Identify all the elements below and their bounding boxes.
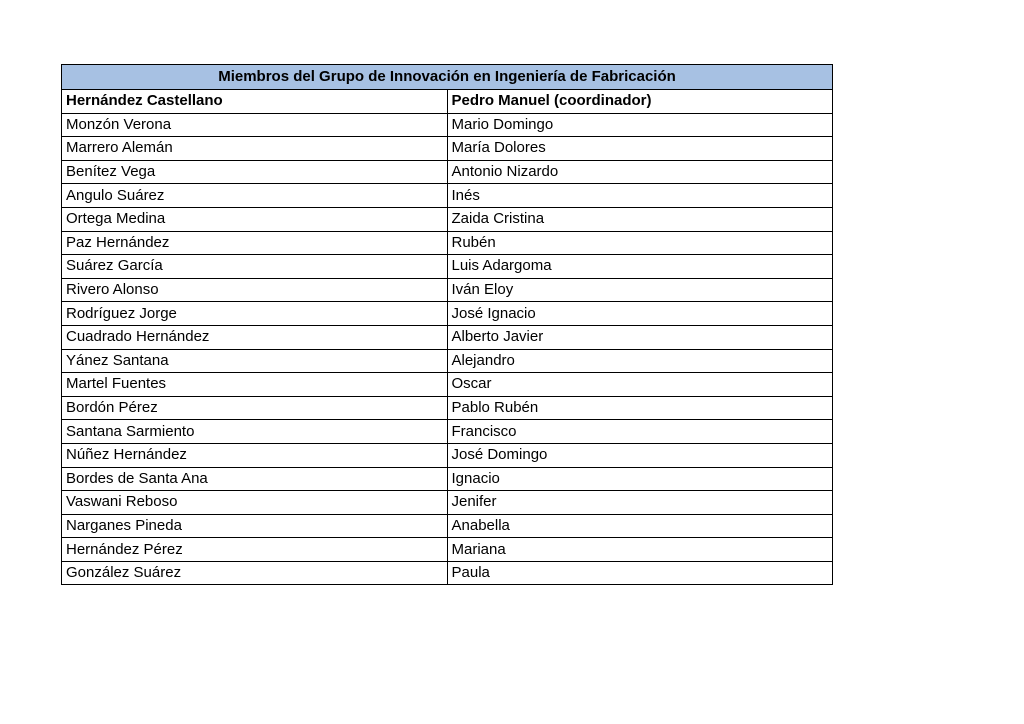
title-row — [62, 65, 833, 90]
member-name: José Ignacio — [447, 302, 833, 326]
member-name: Inés — [447, 184, 833, 208]
table-row — [62, 207, 833, 231]
table-row — [62, 491, 833, 515]
member-name: Alberto Javier — [447, 325, 833, 349]
table-row — [62, 538, 833, 562]
member-surname: Ortega Medina — [62, 207, 448, 231]
member-name: Zaida Cristina — [447, 207, 833, 231]
table-row — [62, 160, 833, 184]
table-row — [62, 349, 833, 373]
member-name: Alejandro — [447, 349, 833, 373]
table-row — [62, 184, 833, 208]
member-surname: Narganes Pineda — [62, 514, 448, 538]
table-row — [62, 443, 833, 467]
member-surname: Rivero Alonso — [62, 278, 448, 302]
member-surname: Martel Fuentes — [62, 373, 448, 397]
table-row — [62, 137, 833, 161]
member-name: Iván Eloy — [447, 278, 833, 302]
member-name: Antonio Nizardo — [447, 160, 833, 184]
member-surname: González Suárez — [62, 561, 448, 585]
member-surname: Angulo Suárez — [62, 184, 448, 208]
table-row — [62, 373, 833, 397]
table-row — [62, 255, 833, 279]
member-surname: Santana Sarmiento — [62, 420, 448, 444]
table-row — [62, 302, 833, 326]
member-name: Ignacio — [447, 467, 833, 491]
table-row — [62, 325, 833, 349]
table-row — [62, 231, 833, 255]
table-row — [62, 561, 833, 585]
member-name: Paula — [447, 561, 833, 585]
member-surname: Monzón Verona — [62, 113, 448, 137]
member-surname: Hernández Pérez — [62, 538, 448, 562]
members-table — [61, 64, 833, 585]
member-name: Mario Domingo — [447, 113, 833, 137]
member-name: Jenifer — [447, 491, 833, 515]
member-name: Rubén — [447, 231, 833, 255]
table-row — [62, 514, 833, 538]
coordinator-surname: Hernández Castellano — [62, 90, 448, 114]
table-row — [62, 420, 833, 444]
table-row — [62, 396, 833, 420]
member-name: Anabella — [447, 514, 833, 538]
member-surname: Núñez Hernández — [62, 443, 448, 467]
member-surname: Bordón Pérez — [62, 396, 448, 420]
member-surname: Marrero Alemán — [62, 137, 448, 161]
member-surname: Bordes de Santa Ana — [62, 467, 448, 491]
member-surname: Rodríguez Jorge — [62, 302, 448, 326]
member-name: José Domingo — [447, 443, 833, 467]
coordinator-name: Pedro Manuel (coordinador) — [447, 90, 833, 114]
member-name: Pablo Rubén — [447, 396, 833, 420]
members-body — [62, 90, 833, 585]
member-surname: Paz Hernández — [62, 231, 448, 255]
table-title: Miembros del Grupo de Innovación en Ingeniería de Fabricación — [62, 65, 833, 90]
member-surname: Yánez Santana — [62, 349, 448, 373]
member-name: Mariana — [447, 538, 833, 562]
member-surname: Cuadrado Hernández — [62, 325, 448, 349]
member-name: María Dolores — [447, 137, 833, 161]
member-name: Francisco — [447, 420, 833, 444]
member-surname: Vaswani Reboso — [62, 491, 448, 515]
table-row — [62, 467, 833, 491]
member-surname: Benítez Vega — [62, 160, 448, 184]
member-surname: Suárez García — [62, 255, 448, 279]
coordinator-row — [62, 90, 833, 114]
table-row — [62, 113, 833, 137]
member-name: Luis Adargoma — [447, 255, 833, 279]
member-name: Oscar — [447, 373, 833, 397]
table-row — [62, 278, 833, 302]
